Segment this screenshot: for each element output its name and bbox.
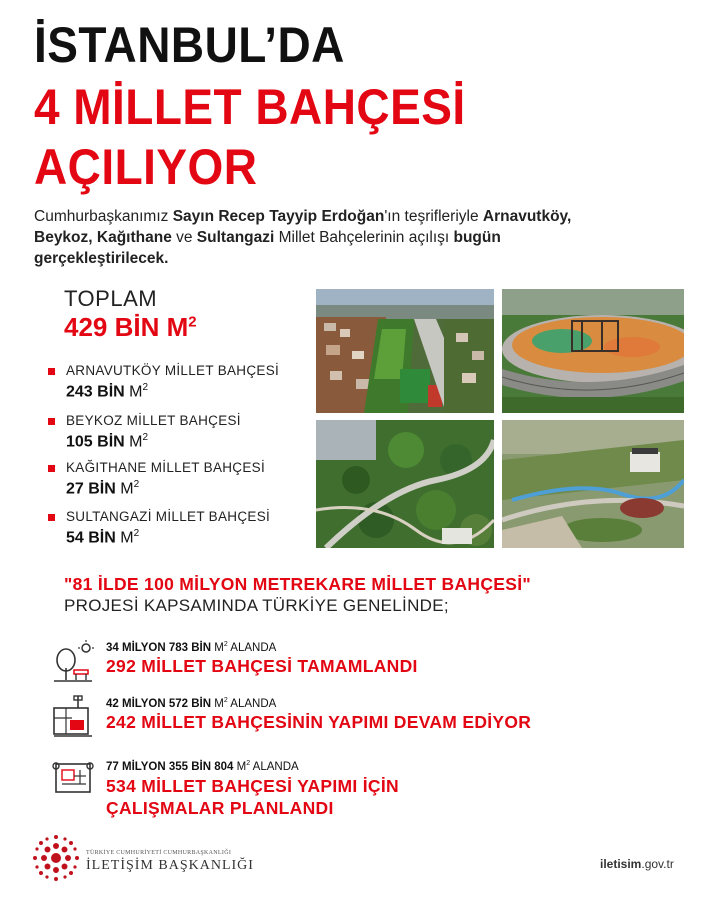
park-name: BEYKOZ MİLLET BAHÇESİ [66,413,241,428]
stat-2-unit: M [211,697,224,710]
bullet-square [48,465,55,472]
park-area-sup: 2 [133,528,140,539]
park-area-unit: M [115,480,134,498]
park-area [66,528,139,547]
park-area [66,479,139,498]
stat-3-sup: 2 [246,760,251,767]
park-area-unit: M [124,383,143,401]
intro-text-3: ve [171,229,197,246]
stat-2-suffix: ALANDA [227,697,277,710]
stat-1-area [106,641,276,654]
title-line-3: AÇILIYOR [34,139,258,195]
total-value-sup: 2 [188,313,197,331]
website-bold: iletisim [600,857,642,871]
stat-3-area [106,760,299,773]
iletisim-logo-icon [32,834,80,882]
bullet-square [48,514,55,521]
intro-bold-5: bugün [453,229,501,246]
stat-1-suffix: ALANDA [227,641,277,654]
park-area [66,432,148,451]
stat-2-headline: 242 MİLLET BAHÇESİNİN YAPIMI DEVAM EDİYOR [106,712,532,732]
stat-1-area-value: 34 MİLYON 783 BİN [106,641,212,654]
stat-2-sup: 2 [223,697,228,704]
park-name: KAĞITHANE MİLLET BAHÇESİ [66,460,266,475]
title-line-2: 4 MİLLET BAHÇESİ [34,79,466,135]
photo-sultangazi-aerial [502,420,684,548]
total-label: TOPLAM [64,286,158,311]
intro-bold-6: gerçekleştirilecek. [34,250,169,267]
org-name: İLETİŞİM BAŞKANLIĞI [86,858,254,873]
project-quote: "81 İLDE 100 MİLYON METREKARE MİLLET BAHÇESİ" [64,574,532,594]
title-line-1: İSTANBUL’DA [34,17,345,73]
stat-3-unit: M [233,760,247,773]
intro-bold-4: Sultangazi [196,229,275,246]
stat-1-unit: M [211,641,224,654]
park-area-sup: 2 [133,479,140,490]
stat-2-area [106,697,276,710]
photo-arnavutkoy-aerial [316,289,494,413]
intro-bold-2: Arnavutköy, [482,208,572,225]
bullet-square [48,418,55,425]
park-name: SULTANGAZİ MİLLET BAHÇESİ [66,509,271,524]
website-rest: .gov.tr [641,857,674,871]
park-area-value: 243 BİN [66,383,125,401]
intro-text-4: Millet Bahçelerinin açılışı [274,229,454,246]
stat-1-sup: 2 [223,641,228,648]
stat-3-suffix: ALANDA [250,760,299,773]
blueprint-icon [52,756,94,800]
stat-2-area-value: 42 MİLYON 572 BİN [106,697,212,710]
intro-bold-1: Sayın Recep Tayyip Erdoğan [172,208,385,225]
stat-1-headline: 292 MİLLET BAHÇESİ TAMAMLANDI [106,656,418,676]
website-link[interactable] [600,857,674,871]
park-area-sup: 2 [142,382,149,393]
photo-beykoz-playground [502,289,684,413]
park-area-value: 54 BİN [66,529,116,547]
park-area-unit: M [124,433,143,451]
stat-3-area-value: 77 MİLYON 355 BİN 804 [106,760,234,773]
stat-3-headline-2: ÇALIŞMALAR PLANLANDI [106,798,334,818]
park-name: ARNAVUTKÖY MİLLET BAHÇESİ [66,363,280,378]
construction-plan-icon [52,694,94,738]
park-area-sup: 2 [142,432,149,443]
intro-text-2: 'ın teşrifleriyle [384,208,483,225]
park-area-value: 105 BİN [66,433,125,451]
stat-3-headline-1: 534 MİLLET BAHÇESİ YAPIMI İÇİN [106,776,399,796]
intro-text-1: Cumhurbaşkanımız [34,208,173,225]
bullet-square [48,368,55,375]
intro-paragraph [34,206,674,269]
project-subtitle: PROJESİ KAPSAMINDA TÜRKİYE GENELİNDE; [64,596,449,615]
park-area-unit: M [115,529,134,547]
total-value-text: 429 BİN M [64,312,189,342]
park-area [66,382,148,401]
intro-bold-3: Beykoz, Kağıthane [34,229,172,246]
photo-kagithane-aerial [316,420,494,548]
org-name-small: TÜRKİYE CUMHURİYETİ CUMHURBAŞKANLIĞI [86,850,232,856]
park-area-value: 27 BİN [66,480,116,498]
park-tree-icon [52,640,94,684]
total-value [64,312,197,343]
